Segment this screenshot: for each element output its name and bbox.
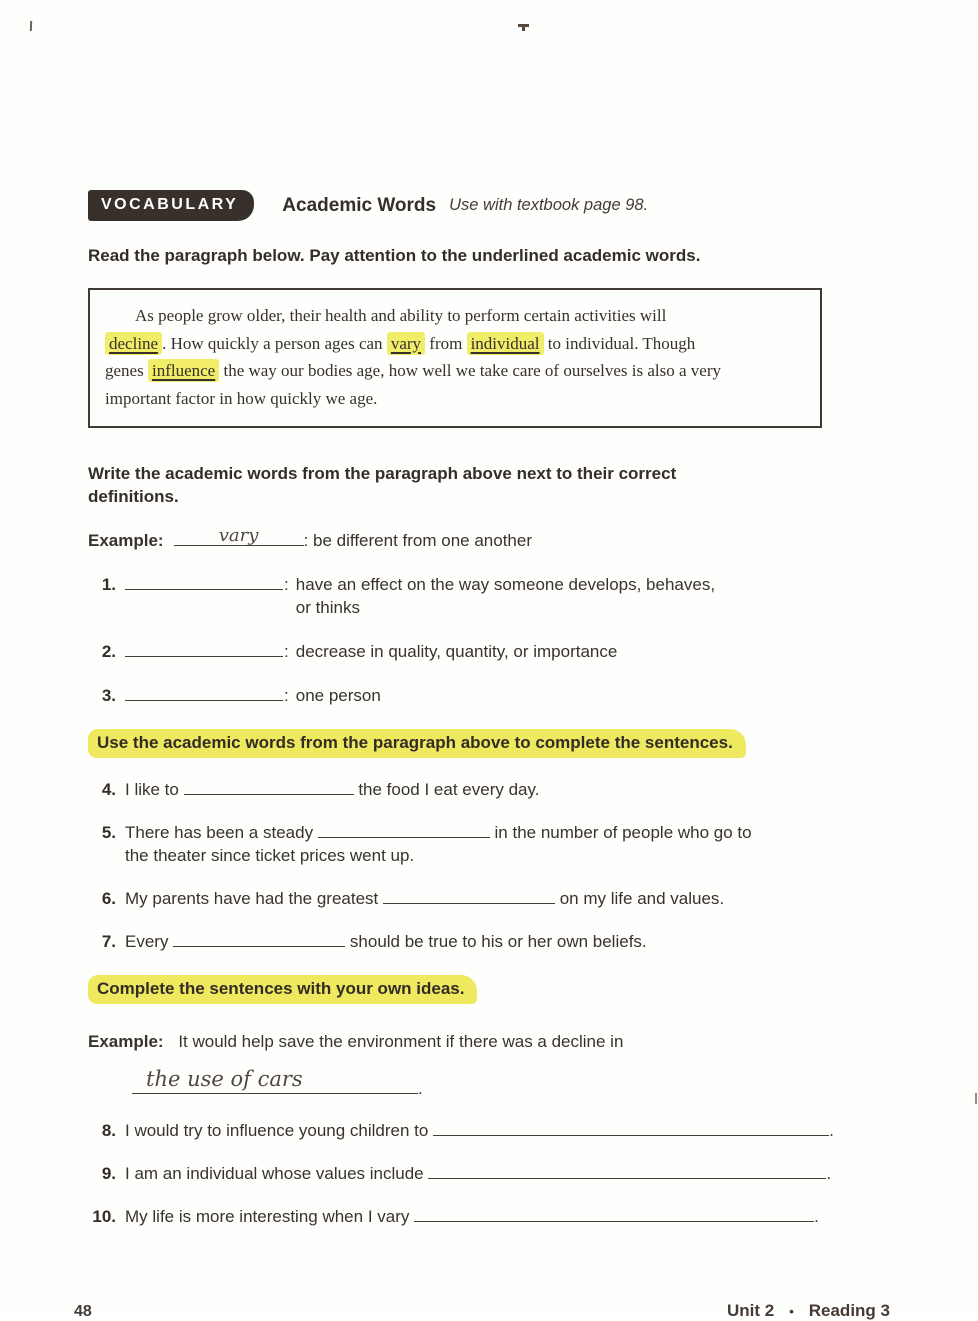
text-segment: the food I eat every day. xyxy=(353,780,540,799)
text-segment: have an effect on the way someone develops, behaves, xyxy=(295,575,716,594)
own-ideas-example-answer-line xyxy=(132,1063,890,1099)
handwritten-answer: vary xyxy=(218,525,259,546)
text-segment: . xyxy=(826,1164,832,1183)
sentence-body xyxy=(125,1162,890,1185)
own-ideas-example-text: It would help save the environment if there was a decline in xyxy=(178,1032,624,1051)
text-segment: . How quickly a person ages can xyxy=(162,333,387,353)
sentence-item-10 xyxy=(88,1205,890,1228)
separator: : xyxy=(284,575,289,594)
scan-artifact-top-left xyxy=(30,21,32,31)
sentence-body xyxy=(125,887,890,910)
sentence-body xyxy=(125,821,890,867)
text-segment: . xyxy=(814,1207,819,1226)
own-ideas-example-row xyxy=(88,1030,890,1053)
item-number: 8. xyxy=(101,1121,116,1140)
definitions-example-body xyxy=(174,525,532,552)
sentence-body xyxy=(125,1205,890,1228)
sentence-item-7 xyxy=(88,930,890,953)
answer-blank[interactable] xyxy=(125,575,283,590)
text-segment: My life is more interesting when I vary xyxy=(125,1207,415,1226)
answer-blank[interactable] xyxy=(174,525,304,546)
item-number: 3. xyxy=(101,686,116,705)
text-segment: to individual. Though xyxy=(543,333,696,353)
text-segment: I like to xyxy=(125,780,184,799)
text-segment: should be true to his or her own beliefs. xyxy=(345,932,647,951)
highlighted-word: decline xyxy=(105,332,162,355)
definition-text xyxy=(296,640,618,663)
text-segment: I am an individual whose values include xyxy=(125,1164,429,1183)
text-segment: from xyxy=(425,333,467,353)
sentence-body xyxy=(125,930,890,953)
item-number: 2. xyxy=(101,642,116,661)
answer-blank[interactable] xyxy=(173,932,345,947)
own-ideas-instruction: Complete the sentences with your own ideas. xyxy=(88,975,477,1004)
definition-item-3 xyxy=(88,684,890,707)
sentence-item-8 xyxy=(88,1119,890,1142)
scan-artifact-top-center xyxy=(518,24,529,27)
answer-blank[interactable] xyxy=(428,1164,826,1179)
definitions-example-row xyxy=(88,525,890,552)
text-segment: Every xyxy=(125,932,174,951)
answer-blank[interactable] xyxy=(383,889,555,904)
header xyxy=(88,190,890,221)
sentence-item-5 xyxy=(88,821,890,867)
text-segment: As people grow older, their health and ability to perform certain activities will xyxy=(135,306,667,325)
sentence-item-4 xyxy=(88,778,890,801)
text-segment: genes xyxy=(105,361,148,380)
text-segment: one person xyxy=(295,686,381,705)
sentence-body xyxy=(125,778,890,801)
vocabulary-badge: VOCABULARY xyxy=(88,190,254,221)
text-segment: There has been a steady xyxy=(125,823,318,842)
definition-item-1 xyxy=(88,573,890,619)
item-number: 6. xyxy=(101,889,116,908)
sentence-item-9 xyxy=(88,1162,890,1185)
sentence-body xyxy=(125,1119,890,1142)
sentence-item-6 xyxy=(88,887,890,910)
reading-paragraph xyxy=(105,302,805,412)
read-paragraph-instruction: Read the paragraph below. Pay attention to the underlined academic words. xyxy=(88,246,701,265)
footer-bullet-icon: • xyxy=(789,1304,794,1319)
reading-paragraph-box xyxy=(88,288,822,428)
text-segment: My parents have had the greatest xyxy=(125,889,383,908)
text-segment: the way our bodies age, how well we take care of ourselves is also a very xyxy=(219,361,722,380)
footer-unit: Unit 2 xyxy=(726,1301,775,1320)
answer-blank[interactable] xyxy=(132,1063,418,1094)
textbook-reference: Use with textbook page 98. xyxy=(449,196,649,214)
example-label: Example: xyxy=(88,1032,164,1051)
text-segment: on my life and values. xyxy=(555,889,725,908)
page-footer xyxy=(0,1299,978,1321)
text-segment: . xyxy=(829,1121,834,1140)
definition-item-2 xyxy=(88,640,890,663)
item-number: 7. xyxy=(101,932,116,951)
definition-text xyxy=(296,573,715,619)
text-segment: or thinks xyxy=(295,598,360,617)
item-number: 9. xyxy=(101,1164,116,1183)
highlighted-word: individual xyxy=(467,332,544,355)
example-label: Example: xyxy=(88,531,164,550)
text-segment: the theater since ticket prices went up. xyxy=(125,846,415,865)
answer-blank[interactable] xyxy=(318,823,490,838)
handwritten-answer: the use of cars xyxy=(146,1067,303,1091)
use-words-heading-row xyxy=(88,729,890,758)
definition-text xyxy=(296,684,381,707)
text-segment: decrease in quality, quantity, or importance xyxy=(295,642,618,661)
answer-blank[interactable] xyxy=(125,642,283,657)
text-segment: important factor in how quickly we age. xyxy=(105,388,378,408)
page-number: 48 xyxy=(74,1303,92,1320)
answer-blank[interactable] xyxy=(433,1121,829,1136)
highlighted-word: vary xyxy=(387,332,425,355)
own-ideas-heading-row xyxy=(88,975,890,1004)
footer-unit-reading xyxy=(727,1301,890,1321)
item-number: 5. xyxy=(101,823,116,842)
text-segment: . xyxy=(418,1079,423,1098)
separator: : xyxy=(284,686,289,705)
text-segment: : be different from one another xyxy=(303,531,532,550)
answer-blank[interactable] xyxy=(125,686,283,701)
scan-artifact-right-edge xyxy=(975,1093,977,1104)
footer-reading: Reading 3 xyxy=(808,1301,890,1320)
text-segment: I would try to influence young children to xyxy=(125,1121,434,1140)
answer-blank[interactable] xyxy=(414,1207,814,1222)
text-segment: in the number of people who go to xyxy=(489,823,752,842)
item-number: 1. xyxy=(101,575,116,594)
item-number: 10. xyxy=(92,1207,116,1226)
separator: : xyxy=(284,642,289,661)
use-words-instruction: Use the academic words from the paragraph above to complete the sentences. xyxy=(88,729,746,758)
answer-blank[interactable] xyxy=(184,780,354,795)
write-words-instruction: Write the academic words from the paragraph above next to their correct definitions. xyxy=(88,464,677,506)
item-number: 4. xyxy=(101,780,116,799)
highlighted-word: influence xyxy=(148,359,219,382)
lesson-title: Academic Words xyxy=(282,194,437,216)
